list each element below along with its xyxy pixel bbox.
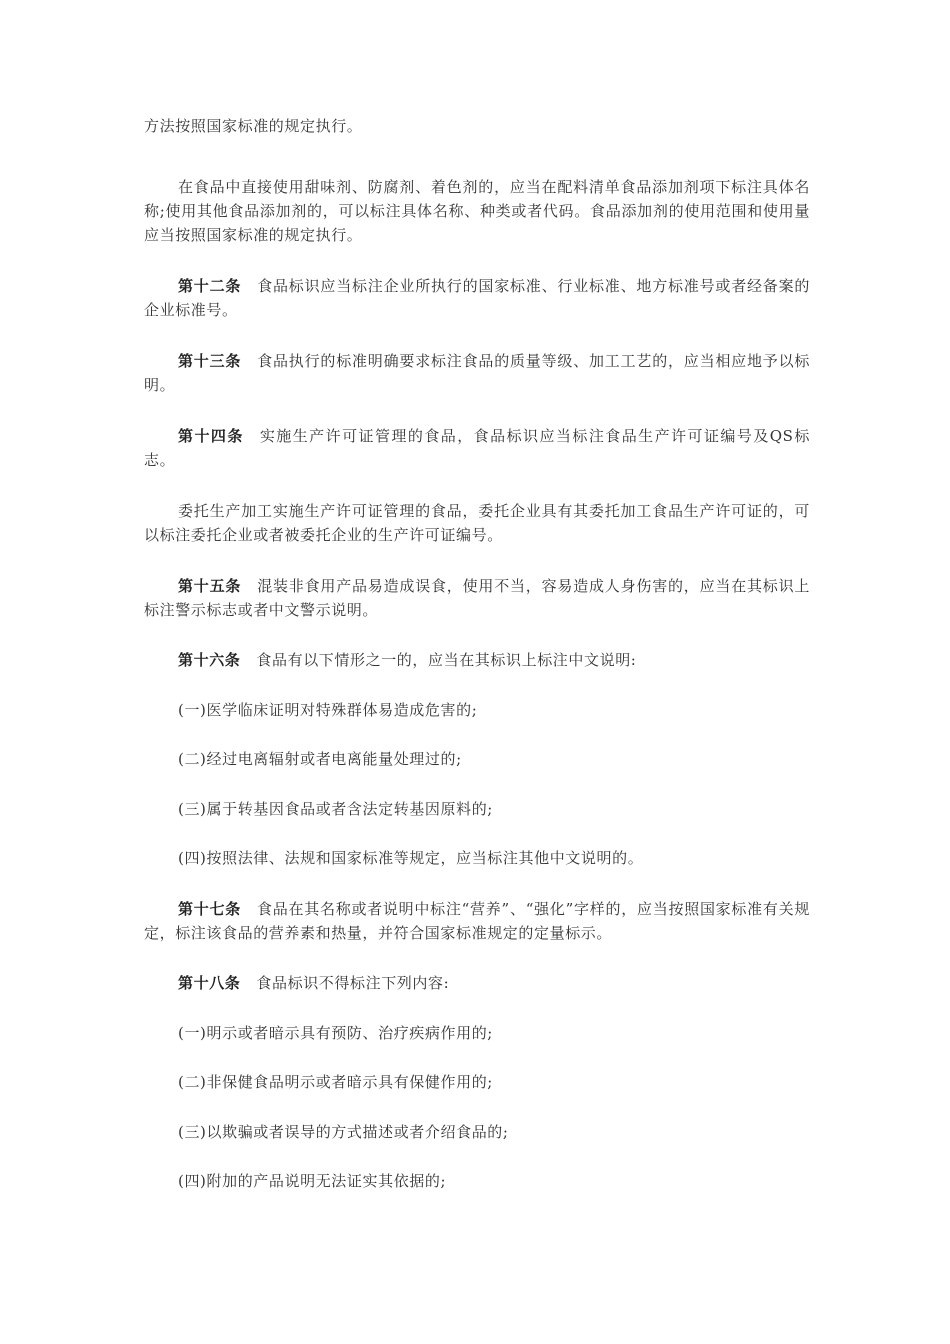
list-item [144, 1070, 844, 1094]
article-number: 第十五条 [178, 577, 242, 595]
list-item [144, 747, 844, 771]
paragraph-text: 食品标识不得标注下列内容: [256, 974, 450, 992]
article-paragraph [144, 897, 810, 945]
article-number: 第十二条 [178, 277, 242, 295]
paragraph-text: 食品执行的标准明确要求标注食品的质量等级、加工工艺的，应当相应地予以标明。 [144, 352, 810, 394]
paragraph-text: 食品标识应当标注企业所执行的国家标准、行业标准、地方标准号或者经备案的企业标准号。 [144, 277, 810, 319]
paragraph [144, 175, 810, 247]
article-number: 第十三条 [178, 352, 242, 370]
list-item-text: (三)以欺骗或者误导的方式描述或者介绍食品的; [178, 1123, 509, 1141]
article-number: 第十四条 [178, 427, 244, 445]
article-paragraph [144, 274, 810, 322]
paragraph-text: 食品有以下情形之一的，应当在其标识上标注中文说明: [256, 651, 637, 669]
list-item-text: (二)非保健食品明示或者暗示具有保健作用的; [178, 1073, 493, 1091]
article-paragraph [144, 574, 810, 622]
list-item-text: (一)明示或者暗示具有预防、治疗疾病作用的; [178, 1024, 493, 1042]
list-item [144, 1169, 844, 1193]
list-item [144, 1021, 844, 1045]
article-paragraph [144, 349, 810, 397]
list-item-text: (四)按照法律、法规和国家标准等规定，应当标注其他中文说明的。 [178, 849, 644, 867]
paragraph-text: 方法按照国家标准的规定执行。 [144, 117, 363, 135]
paragraph-text: 食品在其名称或者说明中标注“营养”、“强化”字样的，应当按照国家标准有关规定，标注该食品的营养素和热量，并符合国家标准规定的定量标示。 [144, 900, 810, 942]
paragraph-text: 混装非食用产品易造成误食，使用不当，容易造成人身伤害的，应当在其标识上标注警示标志或者中文警示说明。 [144, 577, 810, 619]
article-number: 第十八条 [178, 974, 241, 992]
paragraph [144, 499, 810, 547]
list-item [144, 698, 844, 722]
article-paragraph [144, 648, 810, 672]
paragraph-text: 委托生产加工实施生产许可证管理的食品，委托企业具有其委托加工食品生产许可证的，可以标注委托企业或者被委托企业的生产许可证编号。 [144, 502, 810, 544]
article-paragraph [144, 971, 810, 995]
list-item-text: (二)经过电离辐射或者电离能量处理过的; [178, 750, 462, 768]
article-paragraph [144, 424, 810, 472]
paragraph [144, 114, 810, 138]
list-item [144, 797, 844, 821]
list-item-text: (三)属于转基因食品或者含法定转基因原料的; [178, 800, 493, 818]
paragraph-text: 在食品中直接使用甜味剂、防腐剂、着色剂的，应当在配料清单食品添加剂项下标注具体名称;使用其他食品添加剂的，可以标注具体名称、种类或者代码。食品添加剂的使用范围和使用量应当按照国家标准的规定执行。 [144, 178, 810, 244]
article-number: 第十六条 [178, 651, 241, 669]
list-item [144, 846, 844, 870]
article-number: 第十七条 [178, 900, 241, 918]
list-item-text: (一)医学临床证明对特殊群体易造成危害的; [178, 701, 478, 719]
list-item [144, 1120, 844, 1144]
list-item-text: (四)附加的产品说明无法证实其依据的; [178, 1172, 447, 1190]
paragraph-text: 实施生产许可证管理的食品，食品标识应当标注食品生产许可证编号及QS标志。 [144, 427, 810, 469]
